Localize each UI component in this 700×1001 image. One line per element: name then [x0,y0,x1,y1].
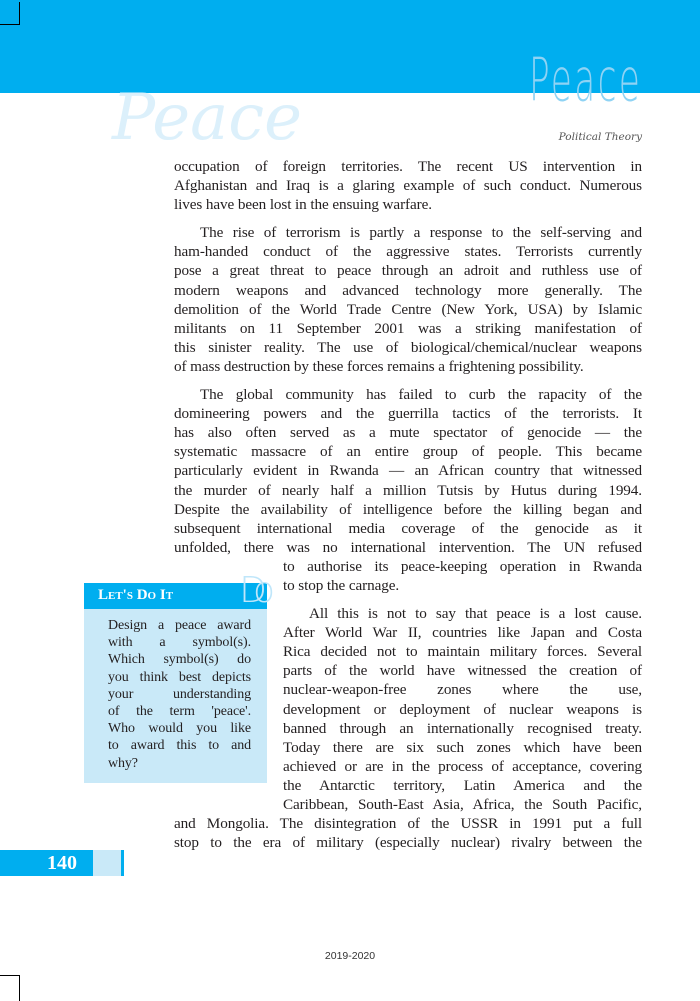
page-number-accent [93,850,121,876]
activity-text-line: Which symbol(s) do [108,652,251,668]
text-line: has also often served as a mute spectator of genocide — the [174,424,642,442]
activity-text-line: why? [108,755,138,771]
text-line: After World War II, countries like Japan and Costa [283,624,642,642]
text-line: achieved or are in the process of acceptance, covering [283,757,642,775]
text-line: militants on 11 September 2001 was a striking manifestation of [174,319,642,337]
text-line: The rise of terrorism is partly a response to the self-serving and [200,224,642,242]
text-line: ham-handed conduct of the aggressive states. Terrorists currently [174,243,642,261]
text-line: the murder of nearly half a million Tutsis by Hutus during 1994. [174,481,642,499]
text-line: occupation of foreign territories. The recent US intervention in [174,158,642,175]
edition-year: 2019-2020 [324,950,376,962]
text-line: modern weapons and advanced technology more generally. The [174,281,642,299]
text-line: of mass destruction by these forces remains a frightening possibility. [174,357,584,375]
body-text [174,157,642,861]
activity-text-line: your understanding [108,686,251,702]
chapter-title: Peace [528,46,642,116]
activity-text-line: to award this to and [108,738,251,754]
paragraph [174,223,642,376]
text-line: and Mongolia. The disintegration of the USSR in 1991 put a full [174,815,642,833]
text-line: All this is not to say that peace is a lost cause. [309,605,642,623]
text-line: this sinister reality. The use of biological/chemical/nuclear weapons [174,338,642,356]
activity-text-line: Who would you like [108,721,251,737]
text-line: to authorise its peace-keeping operation in Rwanda [283,557,642,575]
text-line: Caribbean, South-East Asia, Africa, the South Pacific, [283,796,642,813]
text-line: demolition of the World Trade Centre (New York, USA) by Islamic [174,300,642,318]
chapter-watermark: Peace [112,81,302,155]
do-it-icon: Do [239,570,261,611]
text-line: Rica decided not to maintain military forces. Several [283,643,642,661]
text-line: unfolded, there was no international intervention. The UN refused [174,538,642,556]
paragraph [174,385,642,595]
text-line: The global community has failed to curb the rapacity of the [200,386,642,404]
text-line: Today there are six such zones which have been [283,738,642,756]
text-line: parts of the world have witnessed the creation of [283,662,642,680]
activity-text-line: of the term 'peace'. [108,703,251,719]
text-line: lives have been lost in the ensuing warfare. [174,196,432,214]
text-line: nuclear-weapon-free zones where the use, [283,681,642,699]
text-line: systematic massacre of an entire group of people. This became [174,443,642,461]
crop-mark-top-left [0,2,20,25]
paragraph [174,157,642,214]
activity-text-line: with a symbol(s). [108,635,251,651]
activity-box-title: Let's Do It [98,587,174,603]
text-line: banned through an internationally recognised treaty. [283,719,642,737]
text-line: development or deployment of nuclear weapons is [283,700,642,718]
page-number: 140 [0,850,93,876]
text-line: particularly evident in Rwanda — an African country that witnessed [174,462,642,480]
crop-mark-bottom-left [0,975,20,1001]
text-line: to stop the carnage. [283,576,400,594]
activity-text-line: Design a peace award [108,618,251,633]
page-number-bar [121,850,124,876]
text-line: Afghanistan and Iraq is a glaring example of such conduct. Numerous [174,177,642,195]
activity-text-line: you think best depicts [108,669,251,685]
text-line: subsequent international media coverage of the genocide as it [174,519,642,537]
text-line: the Antarctic territory, Latin America and the [283,776,642,794]
text-line: stop to the era of military (especially nuclear) rivalry between the [174,834,642,852]
paragraph [174,604,642,852]
text-line: pose a great threat to peace through an adroit and ruthless use of [174,262,642,280]
text-line: Despite the availability of intelligence before the killing began and [174,500,642,518]
subject-label: Political Theory [558,131,642,143]
text-line: domineering powers and the guerrilla tactics of the terrorists. It [174,405,642,423]
